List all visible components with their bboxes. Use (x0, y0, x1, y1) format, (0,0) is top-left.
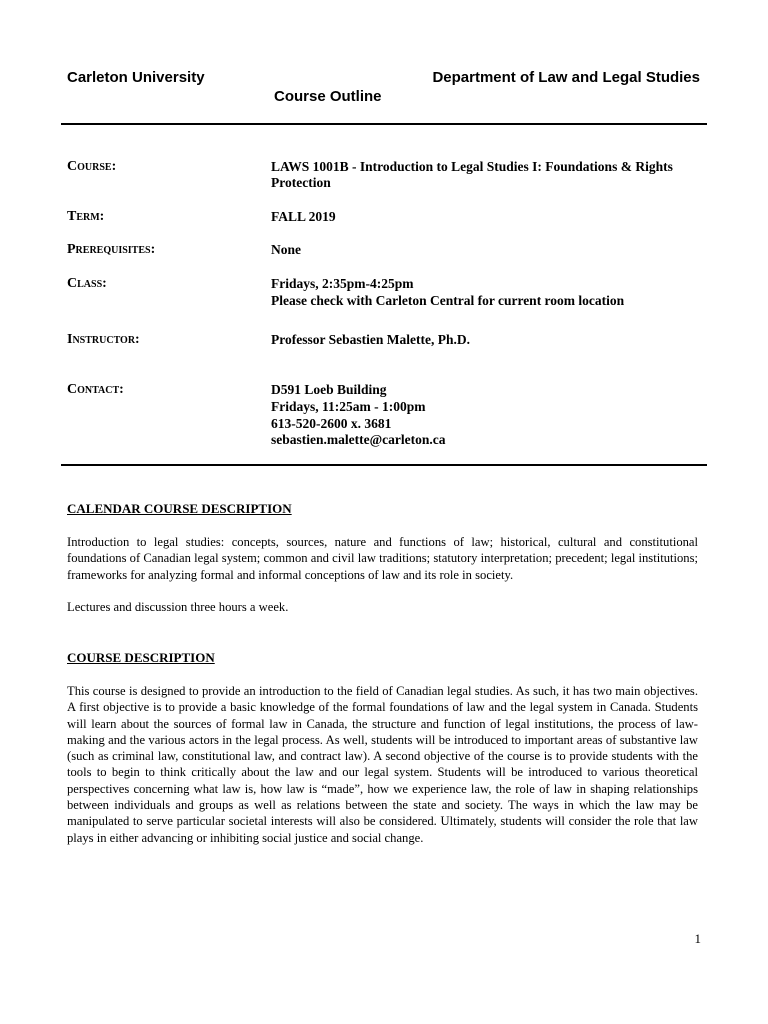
university-name: Carleton University (67, 69, 205, 86)
page-number: 1 (694, 931, 701, 946)
course-description-text: This course is designed to provide an introduction to the field of Canadian legal studies. As such, it has two main objectives. A first objective is to provide a basic knowledge of the formal foundations of law and the legal system in Canada. Students will learn about the sources of formal law in Canada, the structure and function of legal institutions, the process of law-making and the various actors in the legal process. As well, students will be introduced to important areas of substantive law (such as criminal law, constitutional law, and contract law). A second objective of the course is to provide students with the tools to begin to think critically about the law and our legal system. Students will be introduced to various theoretical perspectives concerning what law is, how law is “made”, how we experience law, the role of law in shaping relationships between individuals and groups as well as relations between the state and society. The ways in which the law may be manipulated to serve particular societal interests will also be considered. Ultimately, students will consider the role that law plays in either advancing or inhibiting social justice and social change. (67, 684, 698, 845)
calendar-description-text: Introduction to legal studies: concepts, sources, nature and functions of law; historical, cultural and constitutional foundations of Canadian legal system; common and civil law traditions; statutory interpretation; precedent; legal institutions; frameworks for analyzing formal and informal conceptions of law and its role in society. (67, 535, 698, 582)
prerequisites-value: None (271, 242, 301, 257)
email-value: sebastien.malette@carleton.ca (271, 432, 446, 447)
course-value: LAWS 1001B - Introduction to Legal Studies I: Foundations & Rights Protection (271, 159, 673, 190)
telephone-value: 613-520-2600 x. 3681 (271, 416, 392, 431)
mid-divider (61, 464, 707, 466)
contact-label: Contact: (67, 382, 124, 397)
instructor-value: Professor Sebastien Malette, Ph.D. (271, 332, 470, 347)
course-label: Course: (67, 159, 117, 174)
office-value: D591 Loeb Building (271, 382, 387, 397)
document-title: Course Outline (274, 88, 382, 105)
instructor-label: Instructor: (67, 332, 140, 347)
course-description-heading: COURSE DESCRIPTION (67, 650, 215, 665)
term-value: FALL 2019 (271, 209, 336, 224)
lecture-hours-text: Lectures and discussion three hours a week. (67, 600, 289, 614)
department-name: Department of Law and Legal Studies (432, 69, 700, 86)
room-value: Please check with Carleton Central for current room location (271, 293, 625, 308)
top-divider (61, 123, 707, 125)
prerequisites-label: Prerequisites: (67, 242, 156, 257)
office-hours-value: Fridays, 11:25am - 1:00pm (271, 399, 426, 414)
calendar-description-heading: CALENDAR COURSE DESCRIPTION (67, 501, 292, 516)
class-label: Class: (67, 276, 107, 291)
day-time-value: Fridays, 2:35pm-4:25pm (271, 276, 414, 291)
term-label: Term: (67, 209, 105, 224)
